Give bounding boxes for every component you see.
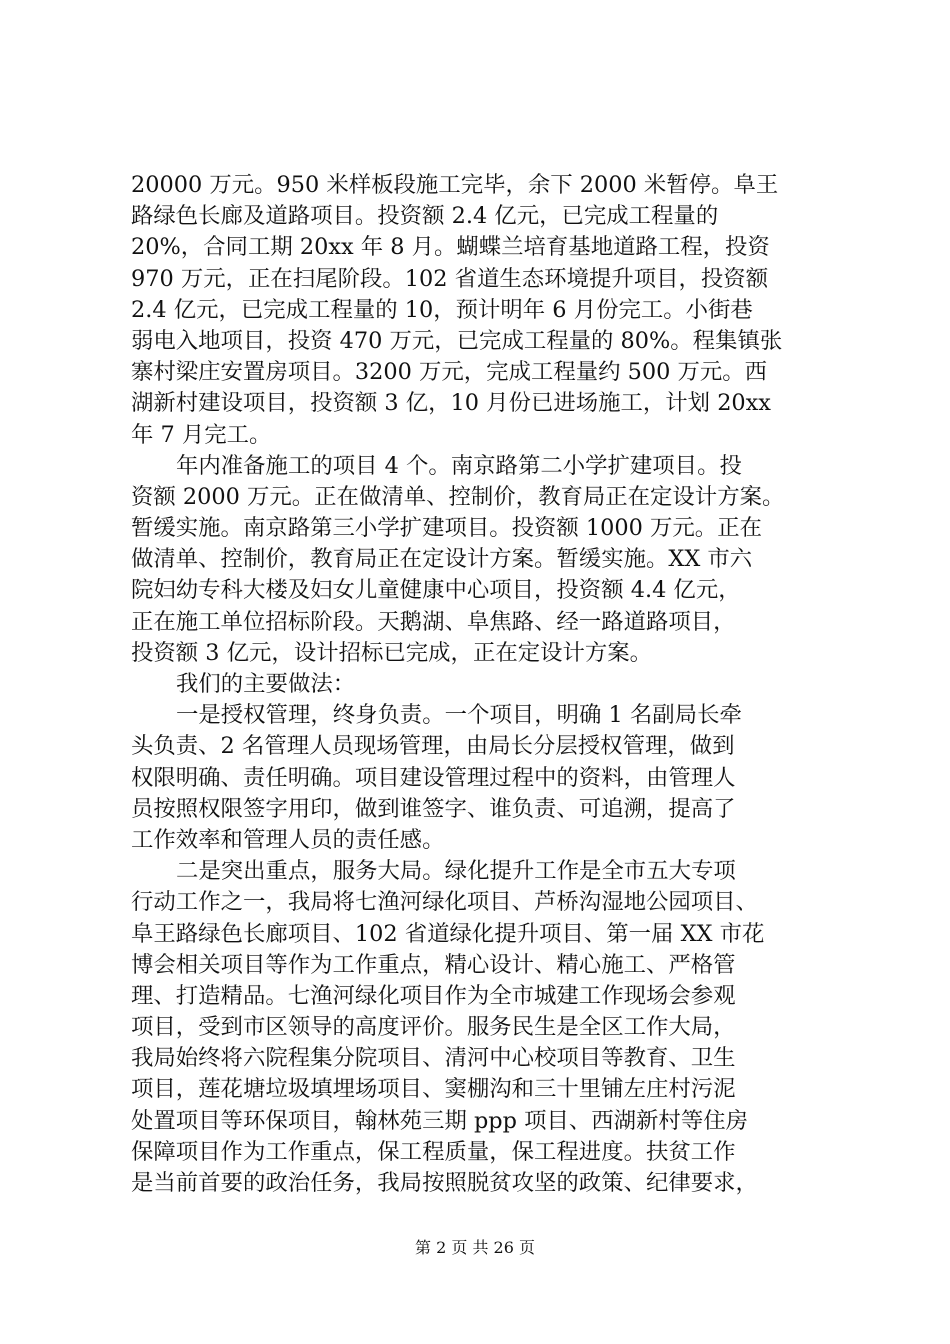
text-line: 湖新村建设项目，投资额 3 亿，10 月份已进场施工，计划 20xx [131,390,771,417]
text-line: 年 7 月完工。 [131,421,272,448]
text-line: 员按照权限签字用印，做到谁签字、谁负责、可追溯，提高了 [131,795,736,822]
text-line: 项目，莲花塘垃圾填埋场项目、窦棚沟和三十里铺左庄村污泥 [131,1076,736,1103]
text-line: 保障项目作为工作重点，保工程质量，保工程进度。扶贫工作 [131,1138,736,1165]
text-line: 二是突出重点，服务大局。绿化提升工作是全市五大专项 [176,858,736,885]
text-line: 年内准备施工的项目 4 个。南京路第二小学扩建项目。投 [176,452,742,479]
text-line: 处置项目等环保项目，翰林苑三期 ppp 项目、西湖新村等住房 [131,1107,748,1134]
text-line: 20%，合同工期 20xx 年 8 月。蝴蝶兰培育基地道路工程，投资 [131,234,770,261]
text-line: 做清单、控制价，教育局正在定设计方案。暂缓实施。XX 市六 [131,546,753,573]
text-line: 暂缓实施。南京路第三小学扩建项目。投资额 1000 万元。正在 [131,515,762,542]
text-line: 是当前首要的政治任务，我局按照脱贫攻坚的政策、纪律要求， [131,1170,758,1196]
text-line: 博会相关项目等作为工作重点，精心设计、精心施工、严格管 [131,951,736,978]
text-line: 970 万元，正在扫尾阶段。102 省道生态环境提升项目，投资额 [131,265,769,292]
text-line: 头负责、2 名管理人员现场管理，由局长分层授权管理，做到 [131,733,735,760]
text-line: 路绿色长廊及道路项目。投资额 2.4 亿元，已完成工程量的 [131,203,719,230]
text-line: 工作效率和管理人员的责任感。 [131,826,445,853]
body-text [131,170,831,1199]
text-line: 20000 万元。950 米样板段施工完毕，余下 2000 米暂停。阜王 [131,172,779,198]
text-line: 投资额 3 亿元，设计招标已完成，正在定设计方案。 [131,639,653,666]
text-line: 一是授权管理，终身负责。一个项目，明确 1 名副局长牵 [176,702,742,729]
text-line: 院妇幼专科大楼及妇女儿童健康中心项目，投资额 4.4 亿元， [131,577,741,604]
text-line: 弱电入地项目，投资 470 万元，已完成工程量的 80%。程集镇张 [131,327,783,354]
page-footer: 第 2 页 共 26 页 [415,1238,535,1257]
text-line: 项目，受到市区领导的高度评价。服务民生是全区工作大局， [131,1014,736,1041]
text-line: 阜王路绿色长廊项目、102 省道绿化提升项目、第一届 XX 市花 [131,920,765,947]
text-line: 寨村梁庄安置房项目。3200 万元，完成工程量约 500 万元。西 [131,359,768,386]
text-line: 正在施工单位招标阶段。天鹅湖、阜焦路、经一路道路项目， [131,608,736,635]
text-line: 理、打造精品。七渔河绿化项目作为全市城建工作现场会参观 [131,982,736,1009]
text-line: 行动工作之一，我局将七渔河绿化项目、芦桥沟湿地公园项目、 [131,889,758,916]
text-line: 权限明确、责任明确。项目建设管理过程中的资料，由管理人 [131,764,736,791]
text-line: 我局始终将六院程集分院项目、清河中心校项目等教育、卫生 [131,1045,736,1072]
text-line: 资额 2000 万元。正在做清单、控制价，教育局正在定设计方案。 [131,483,785,510]
text-line: 2.4 亿元，已完成工程量的 10，预计明年 6 月份完工。小街巷 [131,296,753,323]
text-line: 我们的主要做法： [176,671,356,697]
